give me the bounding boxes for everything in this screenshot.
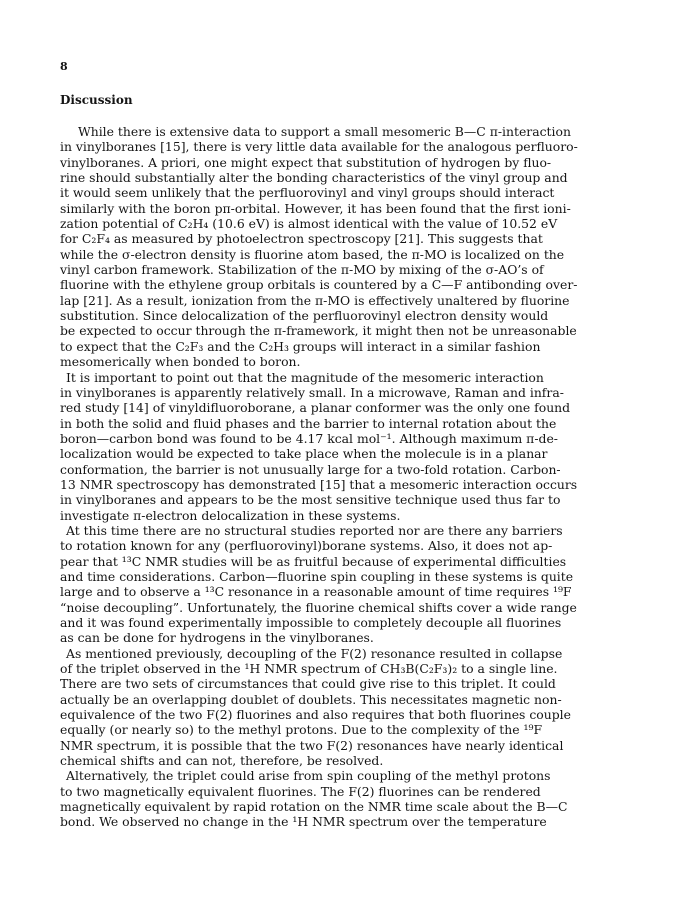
text-line: lap [21]. As a result, ionization from the π-MO is effectively unaltered by fluorine [60,292,570,308]
text-line: in vinylboranes is apparently relatively small. In a microwave, Raman and infra- [60,384,564,400]
text-line: At this time there are no structural studies reported nor are there any barriers [66,522,563,538]
text-line: in vinylboranes and appears to be the most sensitive technique used thus far to [60,492,561,508]
text-line: and time considerations. Carbon—fluorine spin coupling in these systems is quite [60,568,574,584]
text-line: vinyl carbon framework. Stabilization of the π-MO by mixing of the σ-AO’s of [60,262,544,278]
page-number: 8 [60,60,68,73]
text-line: it would seem unlikely that the perfluorovinyl and vinyl groups should interact [60,185,555,201]
text-line: Alternatively, the triplet could arise from spin coupling of the methyl protons [66,768,551,784]
text-line: localization would be expected to take place when the molecule is in a planar [60,446,548,462]
text-line: substitution. Since delocalization of the perfluorovinyl electron density would [60,308,549,324]
text-line: bond. We observed no change in the ¹H NMR spectrum over the temperature [60,814,547,830]
text-line: as can be done for hydrogens in the vinylboranes. [60,630,374,646]
text-line: fluorine with the ethylene group orbitals is countered by a C—F antibonding over- [60,277,578,293]
text-line: NMR spectrum, it is possible that the two F(2) resonances have nearly identical [60,737,564,753]
text-line: to rotation known for any (perfluorovinyl)borane systems. Also, it does not ap- [60,538,553,554]
text-line: actually be an overlapping doublet of doublets. This necessitates magnetic non- [60,691,562,707]
text-line: red study [14] of vinyldifluoroborane, a planar conformer was the only one found [60,400,571,416]
text-line: There are two sets of circumstances that could give rise to this triplet. It could [60,676,556,692]
text-line: similarly with the boron pπ-orbital. However, it has been found that the first ioni- [60,200,571,216]
text-line: to expect that the C₂F₃ and the C₂H₃ groups will interact in a similar fashion [60,338,541,354]
text-line: “noise decoupling”. Unfortunately, the fluorine chemical shifts cover a wide range [60,599,577,615]
text-line: pear that ¹³C NMR studies will be as fruitful because of experimental difficulties [60,553,567,569]
text-line: rine should substantially alter the bonding characteristics of the vinyl group and [60,170,568,186]
section-heading: Discussion [60,93,133,107]
text-line: for C₂F₄ as measured by photoelectron spectroscopy [21]. This suggests that [60,231,543,247]
text-line: and it was found experimentally impossible to completely decouple all fluorines [60,615,562,630]
text-line: in both the solid and fluid phases and the barrier to internal rotation about the [60,415,557,431]
text-line: in vinylboranes [15], there is very little data available for the analogous perfluoro- [60,139,578,155]
text-line: large and to observe a ¹³C resonance in a reasonable amount of time requires ¹⁹F [60,584,572,600]
text-line: boron—carbon bond was found to be 4.17 kcal mol⁻¹. Although maximum π-de- [60,430,558,446]
text-line: be expected to occur through the π-framework, it might then not be unreasonable [60,323,577,339]
text-line: equivalence of the two F(2) fluorines and also requires that both fluorines couple [60,707,571,723]
body-text [60,124,622,830]
text-line: zation potential of C₂H₄ (10.6 eV) is almost identical with the value of 10.52 eV [60,216,558,232]
text-line: conformation, the barrier is not unusually large for a two-fold rotation. Carbon- [60,461,561,477]
text-line: mesomerically when bonded to boron. [60,354,301,370]
text-line: of the triplet observed in the ¹H NMR spectrum of CH₃B(C₂F₃)₂ to a single line. [60,661,558,677]
text-line: while the σ-electron density is fluorine atom based, the π-MO is localized on the [60,246,565,262]
text-line: magnetically equivalent by rapid rotation on the NMR time scale about the B—C [60,799,568,815]
text-line: chemical shifts and can not, therefore, be resolved. [60,753,384,769]
text-line: 13 NMR spectroscopy has demonstrated [15] that a mesomeric interaction occurs [60,476,578,492]
text-line: to two magnetically equivalent fluorines. The F(2) fluorines can be rendered [60,783,541,799]
text-line: While there is extensive data to support a small mesomeric B—C π-interaction [78,124,571,139]
text-line: equally (or nearly so) to the methyl protons. Due to the complexity of the ¹⁹F [60,722,543,738]
text-line: As mentioned previously, decoupling of the F(2) resonance resulted in collapse [66,645,563,661]
text-line: vinylboranes. A priori, one might expect that substitution of hydrogen by fluo- [60,154,552,170]
text-line: investigate π-electron delocalization in these systems. [60,507,401,523]
text-line: It is important to point out that the magnitude of the mesomeric interaction [66,369,544,385]
